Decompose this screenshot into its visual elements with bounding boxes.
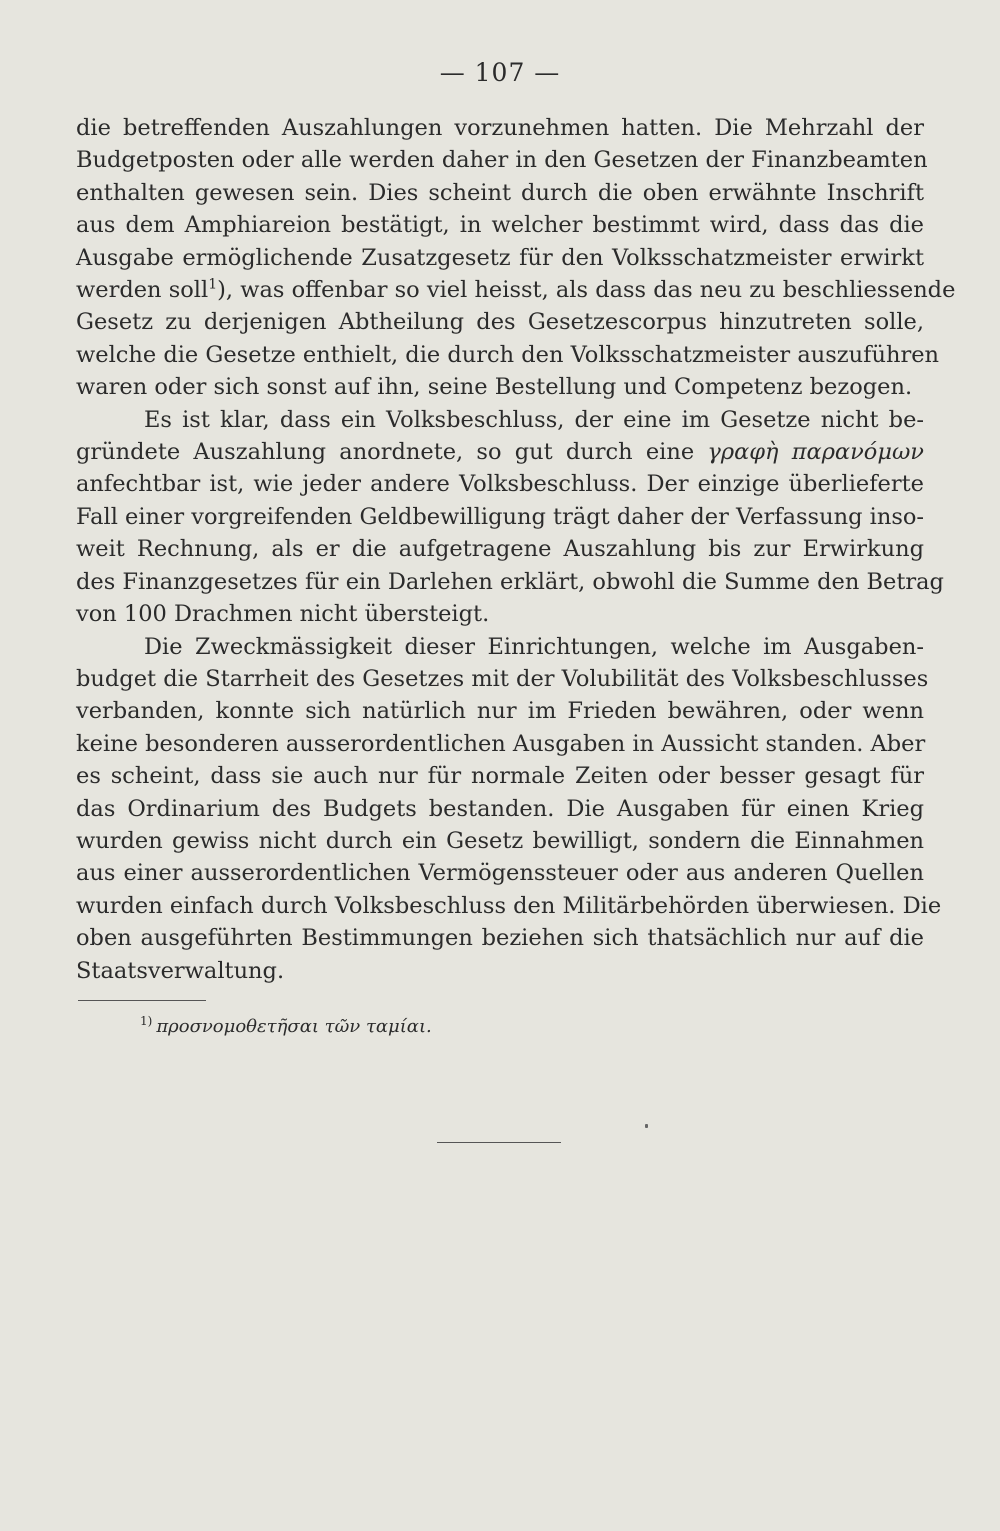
text-line (76, 274, 956, 306)
footnote-mark: 1) (140, 1014, 153, 1028)
text-line: wurden einfach durch Volksbeschluss den Militärbehörden überwiesen. Die (76, 892, 942, 919)
text-line: Staatsverwaltung. (76, 957, 285, 984)
text-line: weit Rechnung, als er die aufgetragene Auszahlung bis zur Erwirkung (76, 536, 924, 563)
paragraph-2 (76, 404, 944, 631)
text-line: Ausgabe ermöglichende Zusatzgesetz für den Volksschatzmeister erwirkt (76, 244, 924, 271)
text-line: es scheint, dass sie auch nur für normale Zeiten oder besser gesagt für (76, 763, 924, 790)
text-line: aus dem Amphiareion bestätigt, in welcher bestimmt wird, dass das die (76, 212, 924, 239)
text-line: keine besonderen ausserordentlichen Ausgaben in Aussicht standen. Aber (76, 730, 926, 757)
text-line: Fall einer vorgreifenden Geldbewilligung trägt daher der Verfassung inso- (76, 503, 925, 530)
text-line: des Finanzgesetzes für ein Darlehen erklärt, obwohl die Summe den Betrag (76, 568, 944, 595)
end-divider (437, 1142, 561, 1143)
text-line: waren oder sich sonst auf ihn, seine Bestellung und Competenz bezogen. (76, 374, 913, 401)
text-line: Budgetposten oder alle werden daher in den Gesetzen der Finanzbeamten (76, 147, 928, 174)
text-line: anfechtbar ist, wie jeder andere Volksbeschluss. Der einzige überlieferte (76, 471, 924, 498)
paragraph-1 (76, 112, 956, 404)
footnote-divider (78, 1000, 206, 1001)
text-line: budget die Starrheit des Gesetzes mit der Volubilität des Volksbeschlusses (76, 665, 929, 692)
text-segment: ), was offenbar so viel heisst, als dass das neu zu beschliessende (217, 277, 956, 304)
text-segment: werden soll (76, 277, 209, 304)
text-line: die betreffenden Auszahlungen vorzunehmen hatten. Die Mehrzahl der (76, 115, 924, 141)
text-line: oben ausgeführten Bestimmungen beziehen sich thatsächlich nur auf die (76, 925, 924, 952)
greek-phrase: γραφὴ παρανόμων (707, 439, 924, 466)
text-segment: Es ist klar, dass ein Volksbeschluss, der eine im Gesetze nicht be- (144, 406, 924, 433)
footnote-text: προσνομοθετῆσαι τῶν ταμίαι. (156, 1016, 432, 1037)
text-line (76, 404, 924, 436)
text-line (76, 631, 924, 663)
text-line: welche die Gesetze enthielt, die durch den Volksschatzmeister auszuführen (76, 341, 940, 368)
body-text (76, 112, 956, 987)
text-line: verbanden, konnte sich natürlich nur im Frieden bewähren, oder wenn (76, 698, 924, 725)
text-line: enthalten gewesen sein. Dies scheint durch die oben erwähnte Inschrift (76, 179, 924, 206)
text-line: von 100 Drachmen nicht übersteigt. (76, 601, 490, 628)
text-segment: Die Zweckmässigkeit dieser Einrichtungen, welche im Ausgaben- (144, 633, 924, 660)
text-line: aus einer ausserordentlichen Vermögenssteuer oder aus anderen Quellen (76, 860, 924, 887)
footnote (140, 1014, 432, 1040)
print-speck (645, 1124, 648, 1128)
text-line: wurden gewiss nicht durch ein Gesetz bewilligt, sondern die Einnahmen (76, 827, 924, 854)
text-line: das Ordinarium des Budgets bestanden. Die Ausgaben für einen Krieg (76, 795, 924, 822)
page-number: — 107 — (439, 58, 561, 87)
footnote-reference[interactable]: 1 (208, 276, 218, 293)
text-line: Gesetz zu derjenigen Abtheilung des Gesetzescorpus hinzutreten solle, (76, 309, 924, 336)
text-line (76, 436, 924, 468)
paragraph-3 (76, 631, 942, 987)
text-segment: gründete Auszahlung anordnete, so gut durch eine (76, 439, 695, 466)
